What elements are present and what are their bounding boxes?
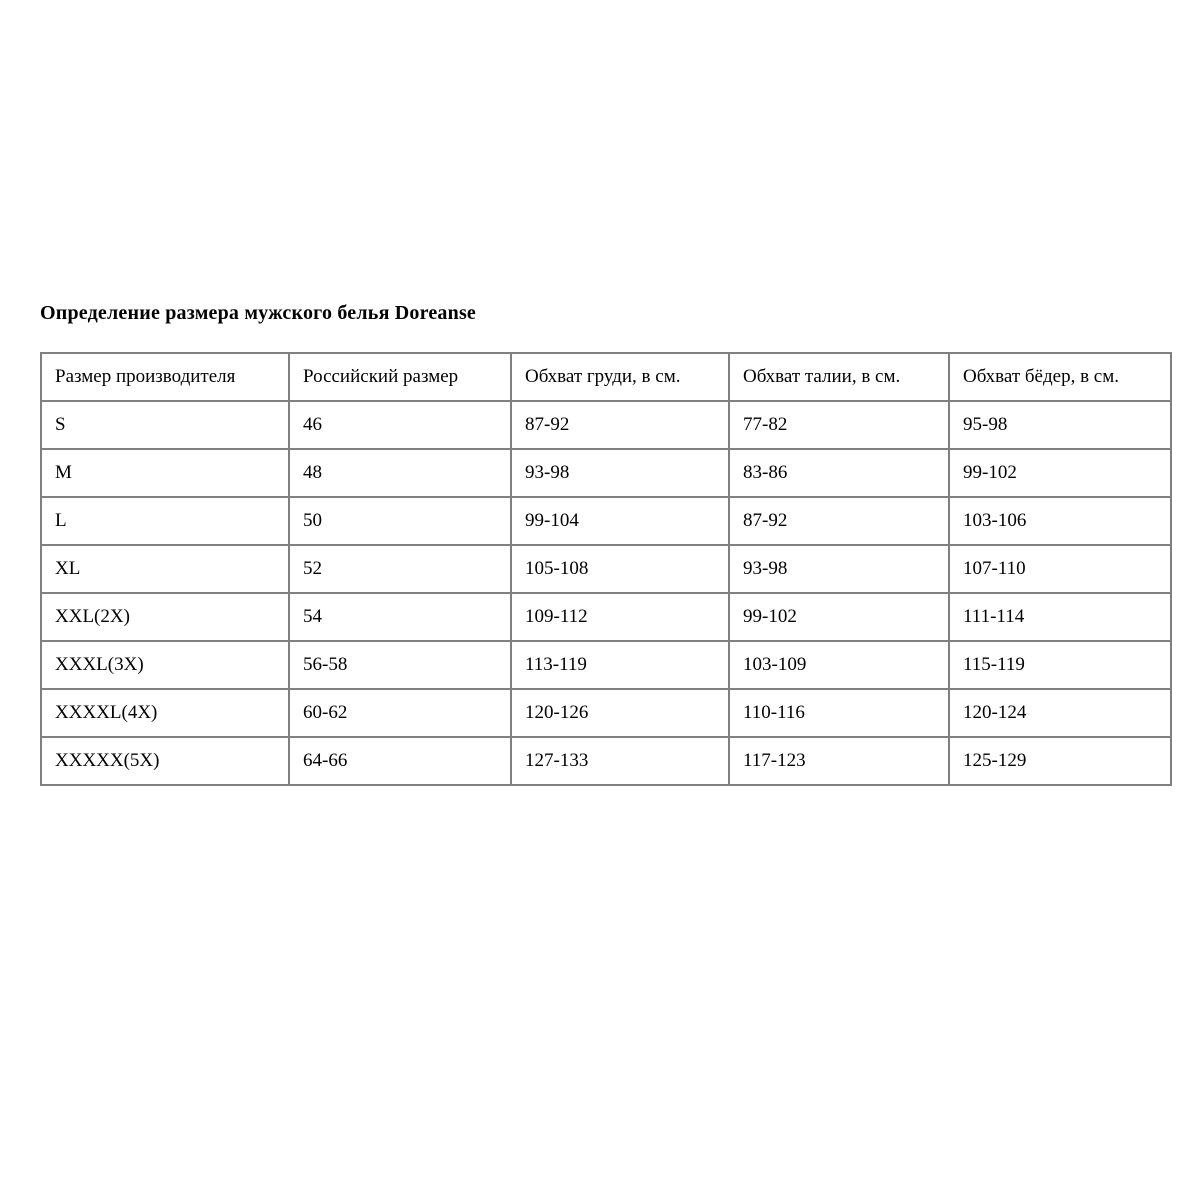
table-cell: 77-82: [729, 401, 949, 449]
table-cell: 87-92: [729, 497, 949, 545]
table-cell: 127-133: [511, 737, 729, 785]
table-row: [41, 545, 1171, 593]
table-cell: 115-119: [949, 641, 1171, 689]
table-cell: XL: [41, 545, 289, 593]
table-cell: XXXXX(5X): [41, 737, 289, 785]
table-cell: 93-98: [511, 449, 729, 497]
table-cell: 103-106: [949, 497, 1171, 545]
table-cell: 99-104: [511, 497, 729, 545]
size-chart-table: [40, 352, 1172, 786]
table-cell: 87-92: [511, 401, 729, 449]
column-header-hips: Обхват бёдер, в см.: [949, 353, 1171, 401]
table-header-row: [41, 353, 1171, 401]
table-cell: M: [41, 449, 289, 497]
table-cell: L: [41, 497, 289, 545]
table-cell: 46: [289, 401, 511, 449]
table-cell: S: [41, 401, 289, 449]
table-cell: 54: [289, 593, 511, 641]
table-cell: 99-102: [949, 449, 1171, 497]
page-title: Определение размера мужского белья Doreanse: [40, 302, 477, 324]
column-header-russian-size: Российский размер: [289, 353, 511, 401]
table-row: [41, 737, 1171, 785]
table-row: [41, 449, 1171, 497]
table-cell: 60-62: [289, 689, 511, 737]
size-table-body: [41, 401, 1171, 785]
table-cell: 107-110: [949, 545, 1171, 593]
table-cell: 50: [289, 497, 511, 545]
table-cell: 125-129: [949, 737, 1171, 785]
column-header-chest: Обхват груди, в см.: [511, 353, 729, 401]
table-cell: 83-86: [729, 449, 949, 497]
column-header-manufacturer-size: Размер производителя: [41, 353, 289, 401]
table-cell: 110-116: [729, 689, 949, 737]
table-cell: XXXL(3X): [41, 641, 289, 689]
table-cell: 56-58: [289, 641, 511, 689]
table-row: [41, 497, 1171, 545]
table-row: [41, 593, 1171, 641]
table-cell: 109-112: [511, 593, 729, 641]
table-cell: 117-123: [729, 737, 949, 785]
table-cell: 64-66: [289, 737, 511, 785]
column-header-waist: Обхват талии, в см.: [729, 353, 949, 401]
table-row: [41, 401, 1171, 449]
table-cell: 120-126: [511, 689, 729, 737]
table-row: [41, 689, 1171, 737]
table-cell: 103-109: [729, 641, 949, 689]
table-cell: XXL(2X): [41, 593, 289, 641]
table-cell: 48: [289, 449, 511, 497]
table-cell: 95-98: [949, 401, 1171, 449]
table-cell: 52: [289, 545, 511, 593]
table-cell: 111-114: [949, 593, 1171, 641]
table-cell: XXXXL(4X): [41, 689, 289, 737]
table-cell: 120-124: [949, 689, 1171, 737]
table-cell: 99-102: [729, 593, 949, 641]
table-cell: 105-108: [511, 545, 729, 593]
table-cell: 113-119: [511, 641, 729, 689]
table-cell: 93-98: [729, 545, 949, 593]
table-row: [41, 641, 1171, 689]
